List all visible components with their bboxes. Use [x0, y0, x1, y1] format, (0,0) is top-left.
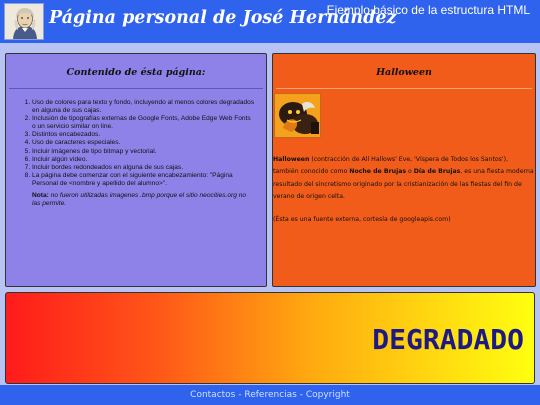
halloween-divider	[276, 88, 532, 89]
list-item: 4. Uso de caracteres especiales.	[32, 139, 256, 147]
contents-divider	[9, 88, 263, 89]
halloween-text-part: (contracción de All Hallows' Eve, 'Víspera de Todos los Santos'), también conocido como	[273, 156, 508, 176]
halloween-text-part: o	[406, 168, 414, 176]
portrait-icon	[4, 3, 44, 40]
contents-heading: Contenido de ésta página:	[66, 67, 206, 78]
list-item: 7. Incluir bordes redondeados en alguna de sus cajas.	[32, 164, 256, 172]
list-item: 8. La página debe comenzar con el siguiente encabezamiento: "Página Personal de <nombre y apellido del alumno>".	[32, 172, 256, 188]
page-title: Página personal de José Hernández	[49, 8, 397, 28]
halloween-image-icon	[274, 93, 321, 138]
list-item: 3. Distintos encabezados.	[32, 131, 256, 139]
halloween-text-part: , es una fiesta moderna resultado del sincretismo originado por la cristianización de las fiestas del fin de verano de origen celta.	[273, 168, 534, 200]
page-header	[0, 0, 540, 43]
footer-separator: -	[235, 390, 245, 400]
halloween-description	[273, 154, 535, 203]
contents-box	[5, 53, 267, 287]
halloween-term-dia: Día de Brujas	[413, 168, 461, 176]
list-item: 1. Uso de colores para texto y fondo, incluyendo al menos colores degradados en alguna de sus cajas.	[32, 99, 256, 115]
page-subtitle: Ejemplo básico de la estructura HTML	[326, 3, 530, 17]
list-item: 6. Incluir algún vídeo.	[32, 156, 256, 164]
note-text: no fueron utilizadas imagenes .bmp porque el sitio neocities.org no las permite.	[32, 192, 247, 208]
halloween-heading: Halloween	[376, 67, 432, 78]
note-label: Nota:	[32, 192, 49, 200]
gradient-word: DEGRADADO	[372, 323, 524, 356]
footer-link-copyright[interactable]: Copyright	[305, 390, 350, 400]
halloween-term-noche: Noche de Brujas	[349, 168, 407, 176]
list-item: 2. Inclusión de tipografías externas de Google Fonts, Adobe Edge Web Fonts o un servicio similar on line.	[32, 115, 256, 131]
contents-list	[32, 99, 256, 188]
contents-note	[32, 192, 256, 208]
page-footer	[0, 385, 540, 405]
footer-link-references[interactable]: Referencias	[244, 390, 297, 400]
gradient-banner	[5, 292, 535, 384]
halloween-credit: (Ésta es una fuente externa, cortesía de googleapis.com)	[273, 216, 451, 223]
footer-link-contacts[interactable]: Contactos	[190, 390, 236, 400]
halloween-box	[272, 53, 536, 287]
footer-separator: -	[296, 390, 306, 400]
list-item: 5. Incluir imágenes de tipo bitmap y vectorial.	[32, 148, 256, 156]
halloween-term: Halloween	[273, 156, 310, 163]
